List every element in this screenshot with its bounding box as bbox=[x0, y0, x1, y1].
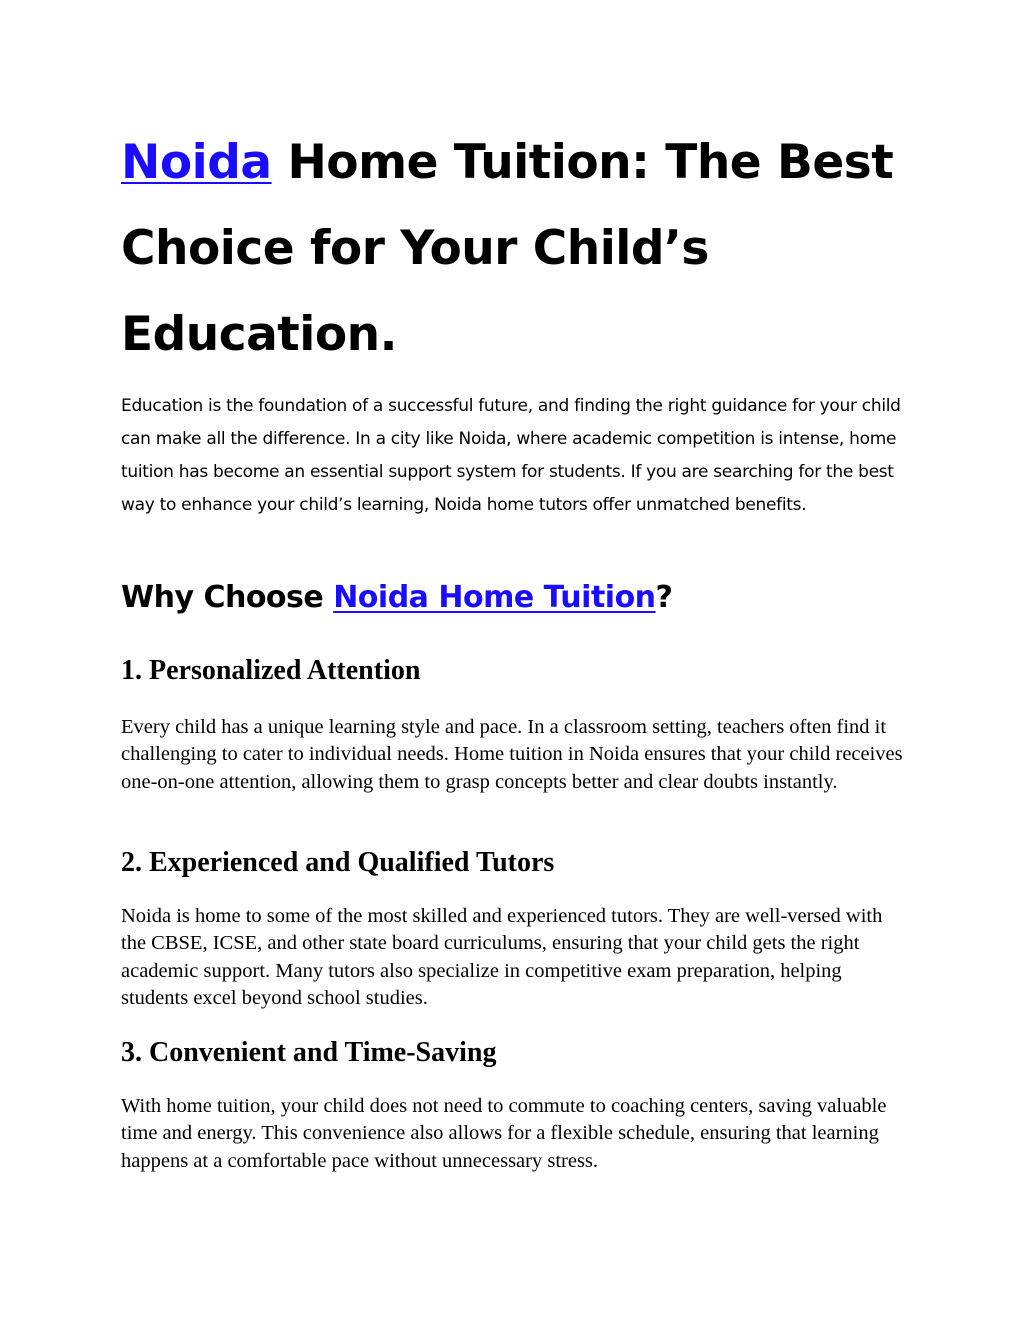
section-heading-personalized-attention: 1. Personalized Attention bbox=[121, 655, 421, 686]
section-heading-convenient-time-saving: 3. Convenient and Time-Saving bbox=[121, 1037, 497, 1068]
why-choose-heading bbox=[121, 576, 911, 620]
why-choose-suffix: ? bbox=[655, 580, 673, 615]
page-title-text: Home Tuition: The Best Choice for Your Child’s Education. bbox=[121, 135, 894, 362]
noida-title-link[interactable]: Noida bbox=[121, 135, 272, 190]
why-choose-prefix: Why Choose bbox=[121, 580, 334, 615]
noida-home-tuition-link[interactable]: Noida Home Tuition bbox=[333, 580, 656, 615]
intro-paragraph: Education is the foundation of a successful future, and finding the right guidance for your child can make all the difference. In a city like Noida, where academic competition is intense, home tuition has become an essential support system for students. If you are searching for the best way to enhance your child’s learning, Noida home tutors offer unmatched benefits. bbox=[121, 396, 901, 515]
section-body-personalized-attention: Every child has a unique learning style and pace. In a classroom setting, teachers often find it challenging to cater to individual needs. Home tuition in Noida ensures that your child receives one-on-one attention, allowing them to grasp concepts better and clear doubts instantly. bbox=[121, 716, 903, 793]
page-title bbox=[121, 120, 911, 378]
section-body-convenient-time-saving: With home tuition, your child does not need to commute to coaching centers, saving valuable time and energy. This convenience also allows for a flexible schedule, ensuring that learning happens at a comfortable pace without unnecessary stress. bbox=[121, 1095, 887, 1172]
section-heading-experienced-tutors: 2. Experienced and Qualified Tutors bbox=[121, 847, 555, 878]
section-body-experienced-tutors: Noida is home to some of the most skilled and experienced tutors. They are well-versed with the CBSE, ICSE, and other state board curriculums, ensuring that your child gets the right academic support. Many tutors also specialize in competitive exam preparation, helping students excel beyond school studies. bbox=[121, 905, 883, 1009]
